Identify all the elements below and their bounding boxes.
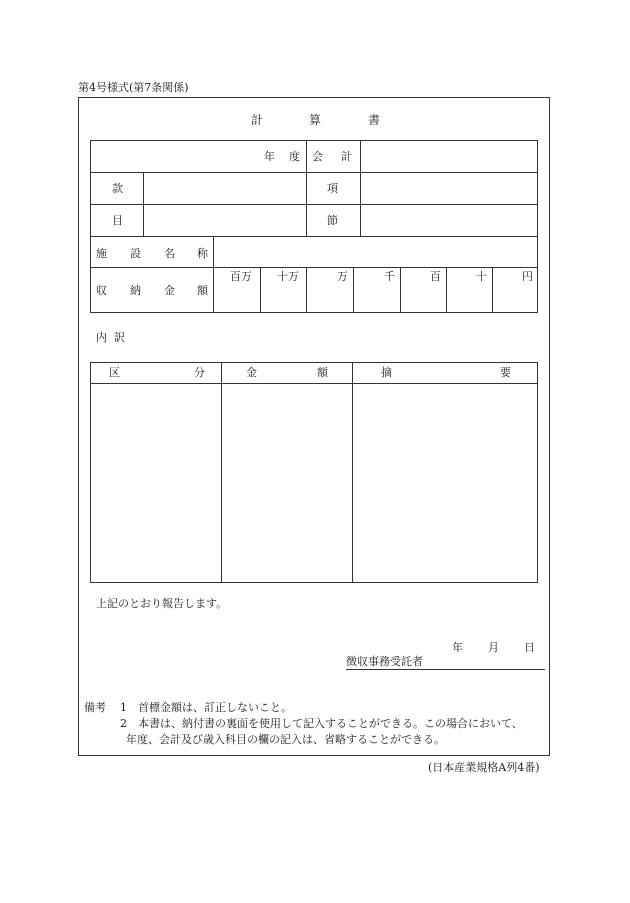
accounting-label-1: 会 [312,150,323,163]
receipt-label-2: 納 [130,284,141,297]
setsu-label: 節 [327,214,338,227]
title-char-1: 計 [251,113,264,127]
form-label: 第4号様式(第7条関係) [78,81,189,94]
digit-rule [260,267,261,313]
breakdown-label-2: 訳 [114,331,125,344]
header-table [90,140,538,313]
col-category-1: 区 [109,366,120,379]
year-label: 年 [264,150,275,163]
date-day: 日 [524,641,535,654]
kou-label: 項 [327,182,338,195]
header-rule [306,140,307,236]
header-rule [90,236,538,237]
receipt-label-1: 収 [96,284,107,297]
col-summary-1: 摘 [381,366,392,379]
date-year: 年 [452,641,463,654]
accounting-label-2: 計 [341,150,352,163]
digit-hyaku: 百 [430,270,441,283]
kan-label: 款 [112,182,123,195]
receipt-label-4: 額 [197,284,208,297]
header-rule [360,140,361,236]
signature-line [346,669,545,670]
fiscal-label: 度 [289,150,300,163]
digit-rule [306,267,307,313]
header-rule [213,236,214,313]
note-2-continuation: 年度、会計及び歳入科目の欄の記入は、省略することができる。 [126,733,445,746]
facility-label-3: 名 [164,247,175,260]
paper-spec: (日本産業規格A列4番) [428,761,540,774]
facility-label-2: 設 [130,247,141,260]
digit-rule [400,267,401,313]
col-summary-2: 要 [500,366,511,379]
header-rule [90,267,538,268]
header-rule [90,172,538,173]
notes-label: 備考 [84,701,106,714]
note-2-number: 2 [120,717,127,730]
breakdown-label-1: 内 [96,331,107,344]
receipt-label-3: 金 [164,284,175,297]
moku-label: 目 [112,214,123,227]
header-rule [143,172,144,236]
facility-label-4: 称 [197,247,208,260]
digit-rule [492,267,493,313]
digit-en: 円 [522,270,533,283]
date-month: 月 [488,641,499,654]
digit-hyakuman: 百万 [230,270,252,283]
title-char-3: 書 [368,113,381,127]
digit-man: 万 [337,270,348,283]
note-1-number: 1 [120,701,127,714]
breakdown-col-rule [352,362,353,583]
digit-rule [353,267,354,313]
title-char-2: 算 [309,113,322,127]
digit-ju: 十 [476,270,487,283]
digit-juman: 十万 [277,270,299,283]
digit-sen: 千 [384,270,395,283]
note-2-text: 本書は、納付書の裏面を使用して記入することができる。この場合において、 [138,717,523,730]
digit-rule [446,267,447,313]
col-amount-2: 額 [317,366,328,379]
facility-label-1: 施 [96,247,107,260]
breakdown-col-rule [221,362,222,583]
note-1-text: 首標金額は、訂正しないこと。 [138,701,292,714]
col-amount-1: 金 [246,366,257,379]
breakdown-header-rule [90,383,538,384]
col-category-2: 分 [194,366,205,379]
breakdown-table [90,362,538,583]
report-text: 上記のとおり報告します。 [96,597,228,610]
collector-label: 徴収事務受託者 [346,655,423,668]
header-rule [90,204,538,205]
